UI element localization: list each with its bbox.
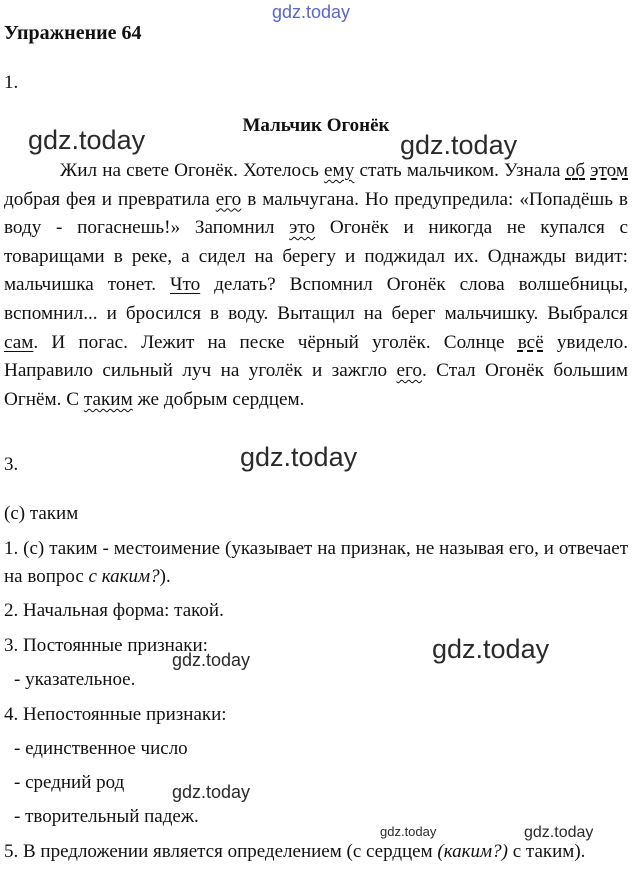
- watermark: gdz.today: [172, 782, 251, 802]
- watermark: gdz.today: [432, 634, 550, 664]
- watermark: gdz.today: [524, 824, 594, 841]
- exercise-heading: Упражнение 64: [4, 22, 142, 44]
- section-number-1: 1.: [4, 72, 19, 93]
- analysis-item-3-1: - указательное.: [14, 669, 136, 690]
- analysis-item-2: 2. Начальная форма: такой.: [4, 600, 224, 621]
- underlined-word: этом: [590, 160, 628, 181]
- analysis-item-4: 4. Непостоянные признаки:: [4, 704, 227, 725]
- analysis-item-4-3: - творительный падеж.: [14, 806, 199, 827]
- analysis-word: (с) таким: [4, 503, 79, 524]
- underlined-word: его: [215, 188, 242, 210]
- underlined-word: это: [289, 217, 316, 239]
- watermark: gdz.today: [400, 130, 518, 160]
- analysis-item-5: 5. В предложении является определением (с сердцем (каким?) с таким).: [4, 841, 586, 862]
- analysis-item-4-2: - средний род: [14, 772, 125, 793]
- story-text: Жил на свете Огонёк. Хотелось ему стать мальчиком. Узнала об этом добрая фея и превратила его в мальчугана. Но предупредила: «Попадёшь в воду - погаснешь!» Запомнил это Огонёк и никогда не купался с товарищами в реке, а сидел на берегу и поджидал их. Однажды видит: мальчишка тонет. Что делать? Вспомнил Огонёк слова волшебницы, вспомнил... и бросился в воду. Вытащил на берег мальчишку. Выбрался сам. И погас. Лежит на песке чёрный уголёк. Солнце всё увидело. Направило сильный луч на уголёк и зажгло его. Стал Огонёк большим Огнём. С таким же добрым сердцем.: [4, 160, 628, 410]
- analysis-item-1: 1. (с) таким - местоимение (указывает на признак, не называя его, и отвечает на вопрос с каким?).: [4, 538, 628, 587]
- underlined-word: таким: [83, 388, 133, 410]
- watermark: gdz.today: [28, 125, 146, 155]
- underlined-word: его: [396, 360, 422, 382]
- watermark-top: gdz.today: [272, 2, 351, 22]
- underlined-word: сам: [4, 331, 34, 353]
- story-title: Мальчик Огонёк: [242, 115, 390, 136]
- underlined-word: всё: [517, 331, 544, 353]
- analysis-item-4-1: - единственное число: [14, 738, 188, 759]
- section-number-3: 3.: [4, 454, 19, 475]
- underlined-word: об: [565, 160, 586, 181]
- underlined-word: ему: [324, 160, 355, 181]
- watermark: gdz.today: [380, 824, 437, 839]
- analysis-item-3: 3. Постоянные признаки:: [4, 635, 208, 656]
- watermark: gdz.today: [240, 442, 358, 472]
- underlined-word: Что: [170, 274, 201, 296]
- watermark: gdz.today: [172, 650, 251, 670]
